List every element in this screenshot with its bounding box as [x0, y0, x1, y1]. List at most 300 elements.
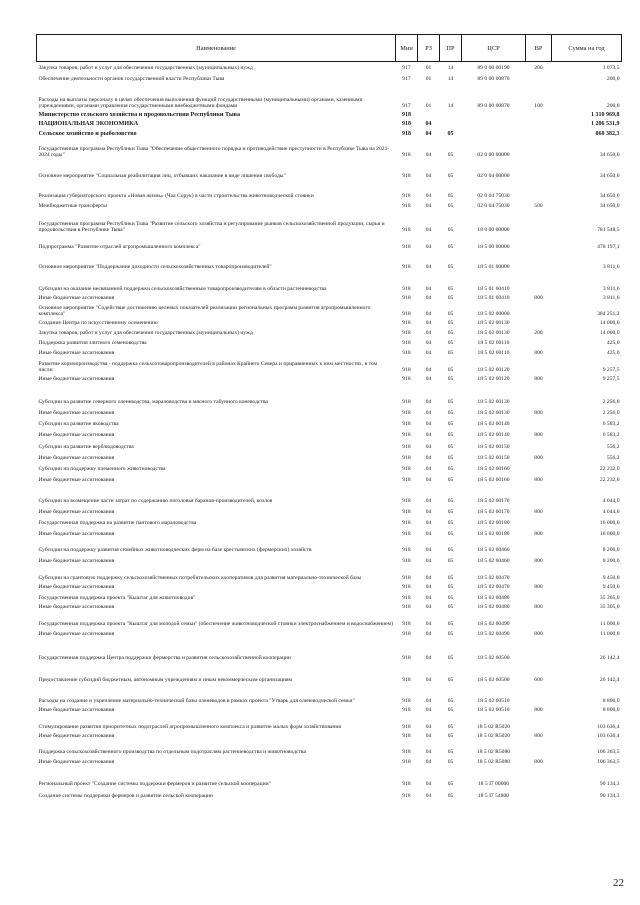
cell-csr: 18 5 02 R5080 — [476, 759, 511, 766]
cell-min: 918 — [402, 584, 411, 591]
cell-min: 918 — [402, 152, 411, 159]
cell-vr — [526, 591, 552, 602]
cell-name: Государственная поддержка проекта "Кыштаг для животноводов" — [38, 595, 196, 602]
cell-name: Расходы на выплаты персоналу в целях обеспечения выполнения функций государственными (муниципальными) органами, казенными учреждениями, органами управления государственными внебюджетными фондами — [38, 96, 363, 110]
cell-min: 918 — [402, 455, 411, 462]
cell-name: Сельское хозяйство и рыболовство — [38, 130, 137, 138]
cell-pr: 05 — [447, 724, 454, 731]
header-name: Наименование — [37, 35, 396, 62]
cell-min: 918 — [402, 759, 411, 766]
cell-csr: 18 5 02 60460 — [477, 547, 510, 554]
cell-pr: 05 — [447, 466, 454, 473]
budget-document — [36, 34, 621, 800]
cell-vr: 800 — [534, 604, 543, 611]
cell-name: Закупка товаров, работ и услуг для обеспечения государственных (муниципальных) нужд — [38, 65, 253, 72]
cell-csr: 18 5 02 60150 — [477, 455, 510, 462]
cell-rz: 04 — [425, 432, 432, 439]
cell-min: 918 — [402, 203, 411, 210]
cell-min: 918 — [402, 340, 411, 347]
cell-vr: 800 — [534, 410, 543, 417]
table-row — [37, 684, 622, 705]
cell-rz: 04 — [425, 724, 432, 731]
cell-rz: 04 — [425, 410, 432, 417]
cell-vr — [526, 714, 552, 731]
cell-pr: 05 — [447, 330, 454, 337]
cell-min: 918 — [402, 131, 411, 138]
table-row — [37, 628, 622, 638]
cell-rz — [418, 110, 440, 119]
cell-pr: 05 — [447, 227, 454, 234]
table-row — [37, 200, 622, 210]
cell-vr — [526, 159, 552, 180]
table-row — [37, 128, 622, 138]
cell-min: 918 — [402, 320, 411, 327]
cell-csr: 02 0 00 00000 — [477, 152, 510, 159]
cell-pr: 05 — [447, 264, 454, 271]
table-row — [37, 406, 622, 417]
cell-min: 918 — [402, 509, 411, 516]
table-row — [37, 788, 622, 800]
cell-pr — [440, 110, 462, 119]
cell-vr: 800 — [534, 376, 543, 383]
cell-min: 918 — [402, 733, 411, 740]
cell-csr: 18 5 02 60150 — [477, 444, 510, 451]
cell-rz: 04 — [425, 575, 432, 582]
cell-vr — [526, 271, 552, 293]
cell-name: Иные бюджетные ассигнования — [38, 477, 115, 484]
cell-sum: 9 257,5 — [602, 376, 620, 383]
cell-vr — [526, 383, 552, 406]
cell-pr: 05 — [447, 498, 454, 505]
cell-pr: 05 — [447, 193, 454, 200]
cell-rz: 04 — [425, 203, 432, 210]
cell-rz: 04 — [425, 466, 432, 473]
cell-csr: 18 5 02 60490 — [477, 621, 510, 628]
cell-min: 918 — [402, 698, 411, 705]
cell-vr — [526, 180, 552, 200]
cell-pr: 05 — [447, 455, 454, 462]
cell-pr: 05 — [447, 376, 454, 383]
cell-sum: 9 450,0 — [602, 575, 620, 582]
cell-name: Иные бюджетные ассигнования — [38, 558, 115, 565]
cell-vr: 800 — [534, 733, 543, 740]
table-row — [37, 473, 622, 484]
table-row — [37, 582, 622, 591]
cell-name: Закупка товаров, работ и услуг для обеспечения государственных (муниципальных) нужд — [38, 330, 253, 337]
cell-sum: 8 800,0 — [602, 707, 620, 714]
table-row — [37, 293, 622, 302]
cell-sum: 35 305,0 — [599, 604, 620, 611]
table-row — [37, 611, 622, 628]
cell-name: Субсидии на грантовую поддержку сельскохозяйственных потребительских кооперативов для развития материально-технической базы — [38, 575, 362, 582]
cell-vr: 800 — [534, 531, 543, 538]
cell-vr: 800 — [534, 584, 543, 591]
cell-sum: 34 650,0 — [599, 203, 620, 210]
cell-sum: 11 000,0 — [600, 631, 620, 638]
cell-name: Иные бюджетные ассигнования — [38, 531, 115, 538]
cell-pr: 05 — [447, 759, 454, 766]
cell-min: 918 — [402, 466, 411, 473]
cell-name: Расходы на создание и укрепление материально-технической базы оленеводов в рамках проекта "Утварь для оленеводческой семьи" — [38, 698, 355, 705]
cell-csr: 18 5 02 60110 — [477, 340, 510, 347]
cell-csr — [462, 110, 526, 119]
cell-csr: 18 5 02 60140 — [477, 432, 510, 439]
cell-vr: 800 — [534, 631, 543, 638]
cell-pr: 05 — [447, 595, 454, 602]
cell-name: Субсидии на поддержку племенного животноводства — [38, 466, 166, 473]
cell-vr: 800 — [534, 295, 543, 302]
cell-name: Иные бюджетные ассигнования — [38, 604, 115, 611]
cell-csr: 18 5 02 60120 — [477, 367, 510, 374]
cell-vr — [526, 251, 552, 271]
table-row — [37, 538, 622, 554]
cell-rz: 04 — [425, 509, 432, 516]
cell-name: Государственная программа Республики Тыва "Обеспечение общественного порядка и противодействие преступности в Республике Тыва на 2021-2024 годы" — [38, 145, 390, 159]
cell-vr: 200 — [534, 330, 543, 337]
cell-csr: 18 5 02 60500 — [477, 655, 510, 662]
cell-min: 918 — [402, 244, 411, 251]
cell-vr — [526, 788, 552, 800]
cell-name: Иные бюджетные ассигнования — [38, 376, 115, 383]
cell-sum: 103 636,4 — [597, 724, 620, 731]
cell-sum: 4 044,0 — [602, 509, 620, 516]
cell-min: 918 — [402, 781, 411, 788]
cell-vr — [526, 318, 552, 327]
table-row — [37, 180, 622, 200]
cell-rz: 04 — [425, 547, 432, 554]
cell-pr: 05 — [447, 698, 454, 705]
cell-name: Иные бюджетные ассигнования — [38, 759, 115, 766]
cell-pr: 05 — [447, 793, 454, 800]
cell-name: Иные бюджетные ассигнования — [38, 733, 115, 740]
cell-pr: 05 — [447, 410, 454, 417]
cell-min: 918 — [402, 173, 411, 180]
cell-csr: 18 5 02 60170 — [477, 509, 510, 516]
cell-vr: 200 — [534, 65, 543, 72]
cell-sum: 2 256,0 — [602, 410, 620, 417]
cell-vr — [526, 538, 552, 554]
cell-min: 918 — [402, 595, 411, 602]
cell-vr: 600 — [534, 677, 543, 684]
table-row — [37, 271, 622, 293]
table-row — [37, 357, 622, 374]
table-row — [37, 462, 622, 473]
cell-name: Иные бюджетные ассигнования — [38, 410, 115, 417]
cell-min: 918 — [402, 604, 411, 611]
cell-min: 918 — [402, 749, 411, 756]
cell-rz: 04 — [425, 367, 432, 374]
cell-sum: 106 363,5 — [597, 749, 620, 756]
cell-rz: 04 — [425, 677, 432, 684]
cell-sum: 556,2 — [606, 455, 620, 462]
table-row — [37, 374, 622, 383]
cell-csr: 18 5 02 60480 — [477, 595, 510, 602]
cell-pr: 05 — [447, 295, 454, 302]
cell-name: Государственная поддержка Центра поддержки фермерства и развития сельскохозяйственной кооперации — [38, 655, 291, 662]
header-rz: РЗ — [418, 35, 440, 62]
table-row — [37, 591, 622, 602]
cell-rz: 04 — [425, 376, 432, 383]
table-row — [37, 62, 622, 72]
cell-vr — [526, 484, 552, 505]
cell-name: Субсидии на оказание несвязанной поддержки сельскохозяйственным товаропроизводителям в области растениеводства — [38, 286, 327, 293]
table-row — [37, 766, 622, 788]
cell-name: Межбюджетные трансферты — [38, 203, 107, 210]
cell-csr: 18 5 02 00130 — [477, 330, 510, 337]
cell-csr — [462, 119, 526, 128]
cell-sum: 9 257,5 — [602, 367, 620, 374]
cell-pr: 05 — [447, 173, 454, 180]
cell-pr: 05 — [447, 286, 454, 293]
cell-sum: 200,0 — [606, 76, 620, 83]
cell-csr: 18 5 02 60140 — [477, 421, 510, 428]
cell-csr: 02 0 04 00000 — [477, 173, 510, 180]
table-row — [37, 662, 622, 684]
cell-sum: 384 251,2 — [597, 311, 620, 318]
cell-name: Государственная программа Республики Тыва "Развитие сельского хозяйства и регулирование рынков сельскохозяйственной продукции, сырья и продовольствия в Республике Тыва" — [38, 220, 385, 234]
cell-vr — [526, 462, 552, 473]
cell-pr: 05 — [447, 367, 454, 374]
cell-pr: 05 — [447, 320, 454, 327]
cell-vr: 800 — [534, 455, 543, 462]
cell-csr: 18 5 02 60160 — [477, 477, 510, 484]
cell-rz: 04 — [425, 286, 432, 293]
cell-rz: 04 — [425, 330, 432, 337]
cell-vr: 800 — [534, 350, 543, 357]
cell-min: 918 — [402, 350, 411, 357]
table-row — [37, 554, 622, 565]
cell-csr: 18 5 I7 00000 — [477, 781, 510, 788]
cell-rz: 04 — [425, 584, 432, 591]
cell-rz: 04 — [425, 399, 432, 406]
cell-rz: 04 — [425, 227, 432, 234]
cell-csr: 18 5 02 60120 — [477, 376, 510, 383]
cell-sum: 22 232,0 — [599, 466, 620, 473]
cell-rz: 04 — [425, 793, 432, 800]
table-row — [37, 234, 622, 251]
cell-csr: 18 5 02 60470 — [477, 575, 510, 582]
cell-pr — [440, 119, 462, 128]
cell-csr: 18 5 02 00000 — [477, 311, 510, 318]
table-row — [37, 505, 622, 516]
cell-sum: 6 583,2 — [602, 432, 620, 439]
cell-sum: 9 450,0 — [602, 584, 620, 591]
cell-rz: 04 — [425, 733, 432, 740]
cell-sum: 478 197,1 — [597, 244, 620, 251]
cell-csr: 18 5 02 60130 — [477, 410, 510, 417]
table-row — [37, 119, 622, 128]
cell-name: Предоставление субсидий бюджетным, автономным учреждениям и иным некоммерческим организациям — [38, 677, 293, 684]
cell-pr: 05 — [447, 547, 454, 554]
table-row — [37, 516, 622, 527]
cell-name: Субсидии на развитие верблюдоводства — [38, 444, 134, 451]
cell-rz: 04 — [425, 193, 432, 200]
cell-pr: 05 — [447, 131, 454, 138]
cell-vr — [526, 516, 552, 527]
cell-pr: 14 — [447, 76, 454, 83]
cell-min: 918 — [402, 707, 411, 714]
table-row — [37, 565, 622, 582]
cell-sum: 90 134,3 — [599, 781, 620, 788]
cell-sum: 16 000,0 — [599, 520, 620, 527]
cell-name: Министерство сельского хозяйства и продовольствия Республики Тыва — [38, 111, 241, 119]
table-row — [37, 302, 622, 318]
cell-csr: 18 5 02 00130 — [477, 320, 510, 327]
header-vr: ВР — [526, 35, 552, 62]
cell-rz: 04 — [425, 707, 432, 714]
cell-sum: 781 548,5 — [597, 227, 620, 234]
cell-vr: 800 — [534, 558, 543, 565]
cell-rz: 04 — [425, 264, 432, 271]
cell-min: 918 — [402, 547, 411, 554]
cell-pr: 05 — [447, 421, 454, 428]
cell-rz: 04 — [425, 759, 432, 766]
cell-csr: 18 5 02 60110 — [477, 350, 510, 357]
table-row — [37, 251, 622, 271]
cell-rz: 01 — [425, 65, 432, 72]
cell-pr: 05 — [447, 733, 454, 740]
cell-vr: 800 — [534, 759, 543, 766]
cell-sum: 4 044,0 — [602, 498, 620, 505]
table-body — [37, 62, 622, 800]
cell-min: 918 — [402, 367, 411, 374]
table-row — [37, 383, 622, 406]
cell-pr: 05 — [447, 781, 454, 788]
cell-csr: 18 5 02 60170 — [477, 498, 510, 505]
cell-sum: 868 382,3 — [595, 131, 620, 138]
cell-rz: 04 — [425, 531, 432, 538]
cell-min: 917 — [402, 103, 411, 110]
table-row — [37, 428, 622, 439]
cell-vr: 500 — [534, 203, 543, 210]
table-row — [37, 484, 622, 505]
cell-min: 918 — [402, 112, 411, 119]
cell-min: 918 — [402, 621, 411, 628]
cell-csr: 18 5 02 60510 — [477, 707, 510, 714]
cell-pr: 05 — [447, 584, 454, 591]
cell-rz: 01 — [425, 76, 432, 83]
cell-pr: 05 — [447, 340, 454, 347]
cell-vr — [526, 638, 552, 662]
cell-name: Поддержка сельскохозяйственного производства по отдельным подотраслям растениеводства и животноводства — [38, 749, 306, 756]
cell-rz: 04 — [425, 131, 432, 138]
cell-name: НАЦИОНАЛЬНАЯ ЭКОНОМИКА — [38, 120, 139, 128]
cell-vr: 800 — [534, 707, 543, 714]
cell-name: Поддержка развития элитного семеноводства — [38, 340, 147, 347]
cell-vr — [526, 210, 552, 234]
table-row — [37, 138, 622, 159]
cell-pr: 05 — [447, 531, 454, 538]
cell-sum: 90 134,3 — [599, 793, 620, 800]
cell-rz: 04 — [425, 749, 432, 756]
cell-sum: 35 305,0 — [599, 595, 620, 602]
cell-csr: 18 5 02 60160 — [477, 466, 510, 473]
cell-name: Субсидии на развитие северного оленеводства, мараловодства и мясного табунного коневодства — [38, 399, 268, 406]
table-row — [37, 347, 622, 357]
cell-rz: 04 — [425, 631, 432, 638]
cell-rz: 04 — [425, 173, 432, 180]
cell-vr — [526, 766, 552, 788]
cell-rz: 04 — [425, 320, 432, 327]
budget-table — [36, 34, 622, 800]
table-row — [37, 327, 622, 337]
cell-sum: 26 142,4 — [599, 677, 620, 684]
cell-vr — [526, 337, 552, 347]
header-sum: Сумма на год — [552, 35, 622, 62]
cell-min: 918 — [402, 677, 411, 684]
cell-csr: 18 5 01 60410 — [477, 295, 510, 302]
cell-min: 918 — [402, 330, 411, 337]
cell-min: 918 — [402, 432, 411, 439]
cell-min: 917 — [402, 76, 411, 83]
cell-pr: 05 — [447, 520, 454, 527]
cell-sum: 34 650,0 — [599, 152, 620, 159]
cell-vr — [526, 684, 552, 705]
cell-name: Иные бюджетные ассигнования — [38, 584, 115, 591]
cell-sum: 8 200,0 — [602, 558, 620, 565]
cell-pr: 05 — [447, 432, 454, 439]
cell-name: Иные бюджетные ассигнования — [38, 631, 115, 638]
cell-name: Иные бюджетные ассигнования — [38, 295, 115, 302]
cell-name: Стимулирование развития приоритетных подотраслей агропромышленного комплекса и развитие малых форм хозяйствования — [38, 724, 341, 731]
cell-csr: 18 5 01 60410 — [477, 286, 510, 293]
cell-name: Региональный проект "Создание системы поддержки фермеров и развитие сельской кооперации" — [38, 781, 271, 788]
table-header — [37, 35, 622, 62]
table-row — [37, 705, 622, 714]
cell-min: 918 — [402, 295, 411, 302]
cell-min: 918 — [402, 575, 411, 582]
cell-csr: 18 5 02 60510 — [477, 698, 510, 705]
cell-min: 918 — [402, 227, 411, 234]
cell-vr — [526, 439, 552, 451]
cell-pr: 05 — [447, 621, 454, 628]
cell-min: 917 — [402, 65, 411, 72]
cell-name: Субсидии на поддержку развития семейных животноводческих ферм на базе крестьянских (фермерских) хозяйств — [38, 547, 312, 554]
cell-vr — [526, 72, 552, 83]
cell-name: Реализация губернаторского проекта «Новая жизнь» (Чаа Сорук) в части строительства животноводческой стоянки — [38, 193, 314, 200]
cell-vr — [526, 302, 552, 318]
cell-name: Развитие кормопроизводства - поддержка сельхозтоваропроизводителей в районах Крайнего Севера и приравненных к ним местностях, в том числе: — [38, 360, 378, 374]
cell-sum: 22 232,0 — [599, 477, 620, 484]
cell-name: Иные бюджетные ассигнования — [38, 509, 115, 516]
cell-min: 918 — [402, 724, 411, 731]
cell-rz: 04 — [425, 295, 432, 302]
cell-pr: 05 — [447, 655, 454, 662]
cell-vr — [526, 357, 552, 374]
cell-sum: 34 650,0 — [599, 193, 620, 200]
cell-min: 918 — [402, 121, 411, 128]
cell-rz: 04 — [425, 595, 432, 602]
cell-rz: 04 — [425, 311, 432, 318]
cell-rz: 04 — [425, 121, 432, 128]
cell-sum: 34 650,0 — [599, 173, 620, 180]
cell-sum: 26 142,4 — [599, 655, 620, 662]
cell-csr: 89 0 00 00190 — [477, 65, 510, 72]
cell-rz: 01 — [425, 103, 432, 110]
cell-min: 918 — [402, 421, 411, 428]
table-row — [37, 451, 622, 462]
cell-name: Обеспечение деятельности органов государственной власти Республики Тыва — [38, 76, 225, 83]
cell-name: Иные бюджетные ассигнования — [38, 432, 115, 439]
cell-vr — [526, 128, 552, 138]
cell-csr: 18 5 02 R5020 — [476, 724, 511, 731]
table-row — [37, 602, 622, 611]
header-min: Мин — [396, 35, 418, 62]
cell-min: 918 — [402, 286, 411, 293]
cell-csr: 18 5 02 60180 — [477, 520, 510, 527]
cell-rz: 04 — [425, 520, 432, 527]
cell-min: 918 — [402, 531, 411, 538]
